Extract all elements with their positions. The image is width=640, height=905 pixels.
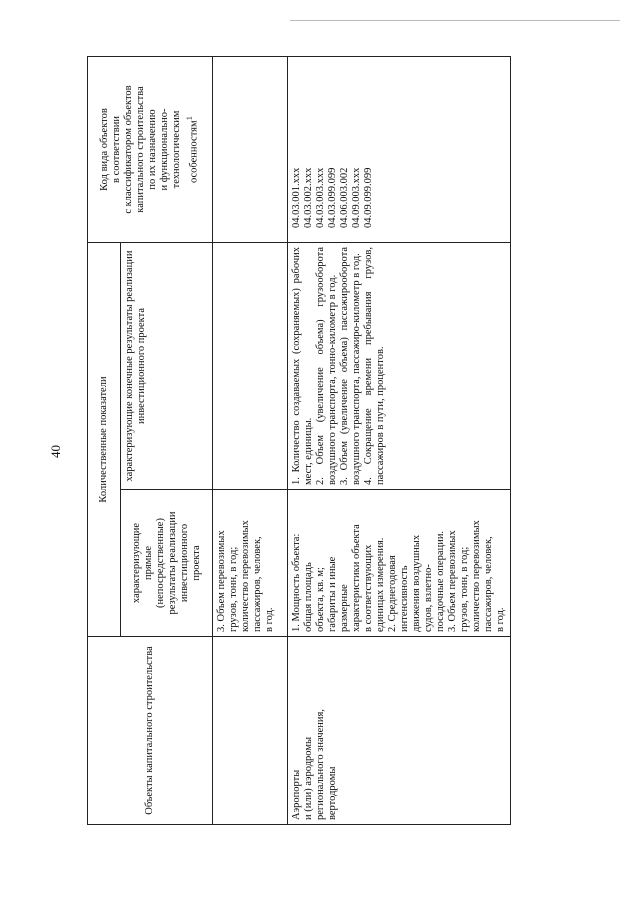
table-row [288, 57, 511, 825]
final-item-4: 4. Сокращение времени пребывания грузов, пассажиров в пути, процентов. [363, 247, 386, 485]
final-item-2: 2. Объем (увеличение объема) грузооборота воздушного транспорта, тонно-километр в год. [315, 247, 338, 485]
final-item-1: 1. Количество создаваемых (сохраняемых) рабочих мест, единицы. [291, 247, 314, 485]
row2-codes: 04.03.001.ххх 04.03.002.ххх 04.03.003.ххх 04.03.099.099 04.06.003.002 04.09.003.ххх 04.09.099.099 [288, 57, 511, 243]
row2-direct: 1. Мощность объекта: общая площадь объекта, кв. м; габариты и иные размерные характеристики объекта в соответствующих единицах измерения. 2. Среднегодовая интенсивность движения воздушных судов, взлетно- посадочные операции. 3. Объем перевозимых грузов, тонн, в год; количество перевозимых пассажиров, человек, в год. [288, 490, 511, 637]
header-direct: характеризующие прямые (непосредственные) результаты реализации инвестиционного проекта [121, 490, 213, 637]
row2-object: Аэропорты и (или) аэродромы регионального значения, вертодромы [288, 637, 511, 825]
header-code-text: Код вида объектов в соответствии с классификатором объектов капитального строительства по их назначению и функционально- технологическим особенностям [99, 85, 200, 214]
scan-edge-line [290, 20, 620, 21]
page-number: 40 [48, 445, 63, 458]
header-code [88, 57, 213, 243]
row1-final [213, 243, 288, 490]
table-row [213, 57, 288, 825]
row2-final [288, 243, 511, 490]
header-objects: Объекты капитального строительства [88, 637, 213, 825]
header-quant: Количественные показатели [88, 243, 121, 637]
rotated-table-container [87, 57, 506, 825]
header-row-1 [88, 57, 121, 825]
final-item-3: 3. Объем (увеличение объема) пассажирооборота воздушного транспорта, пассажиро-километр в год. [339, 247, 362, 485]
row1-object [213, 637, 288, 825]
indicators-table [87, 56, 511, 825]
header-code-footnote: 1 [184, 116, 195, 121]
row1-codes [213, 57, 288, 243]
header-final: характеризующие конечные результаты реализации инвестиционного проекта [121, 243, 213, 490]
row1-direct: 3. Объем перевозимых грузов, тонн, в год; количество перевозимых пассажиров, человек, в год. [213, 490, 288, 637]
